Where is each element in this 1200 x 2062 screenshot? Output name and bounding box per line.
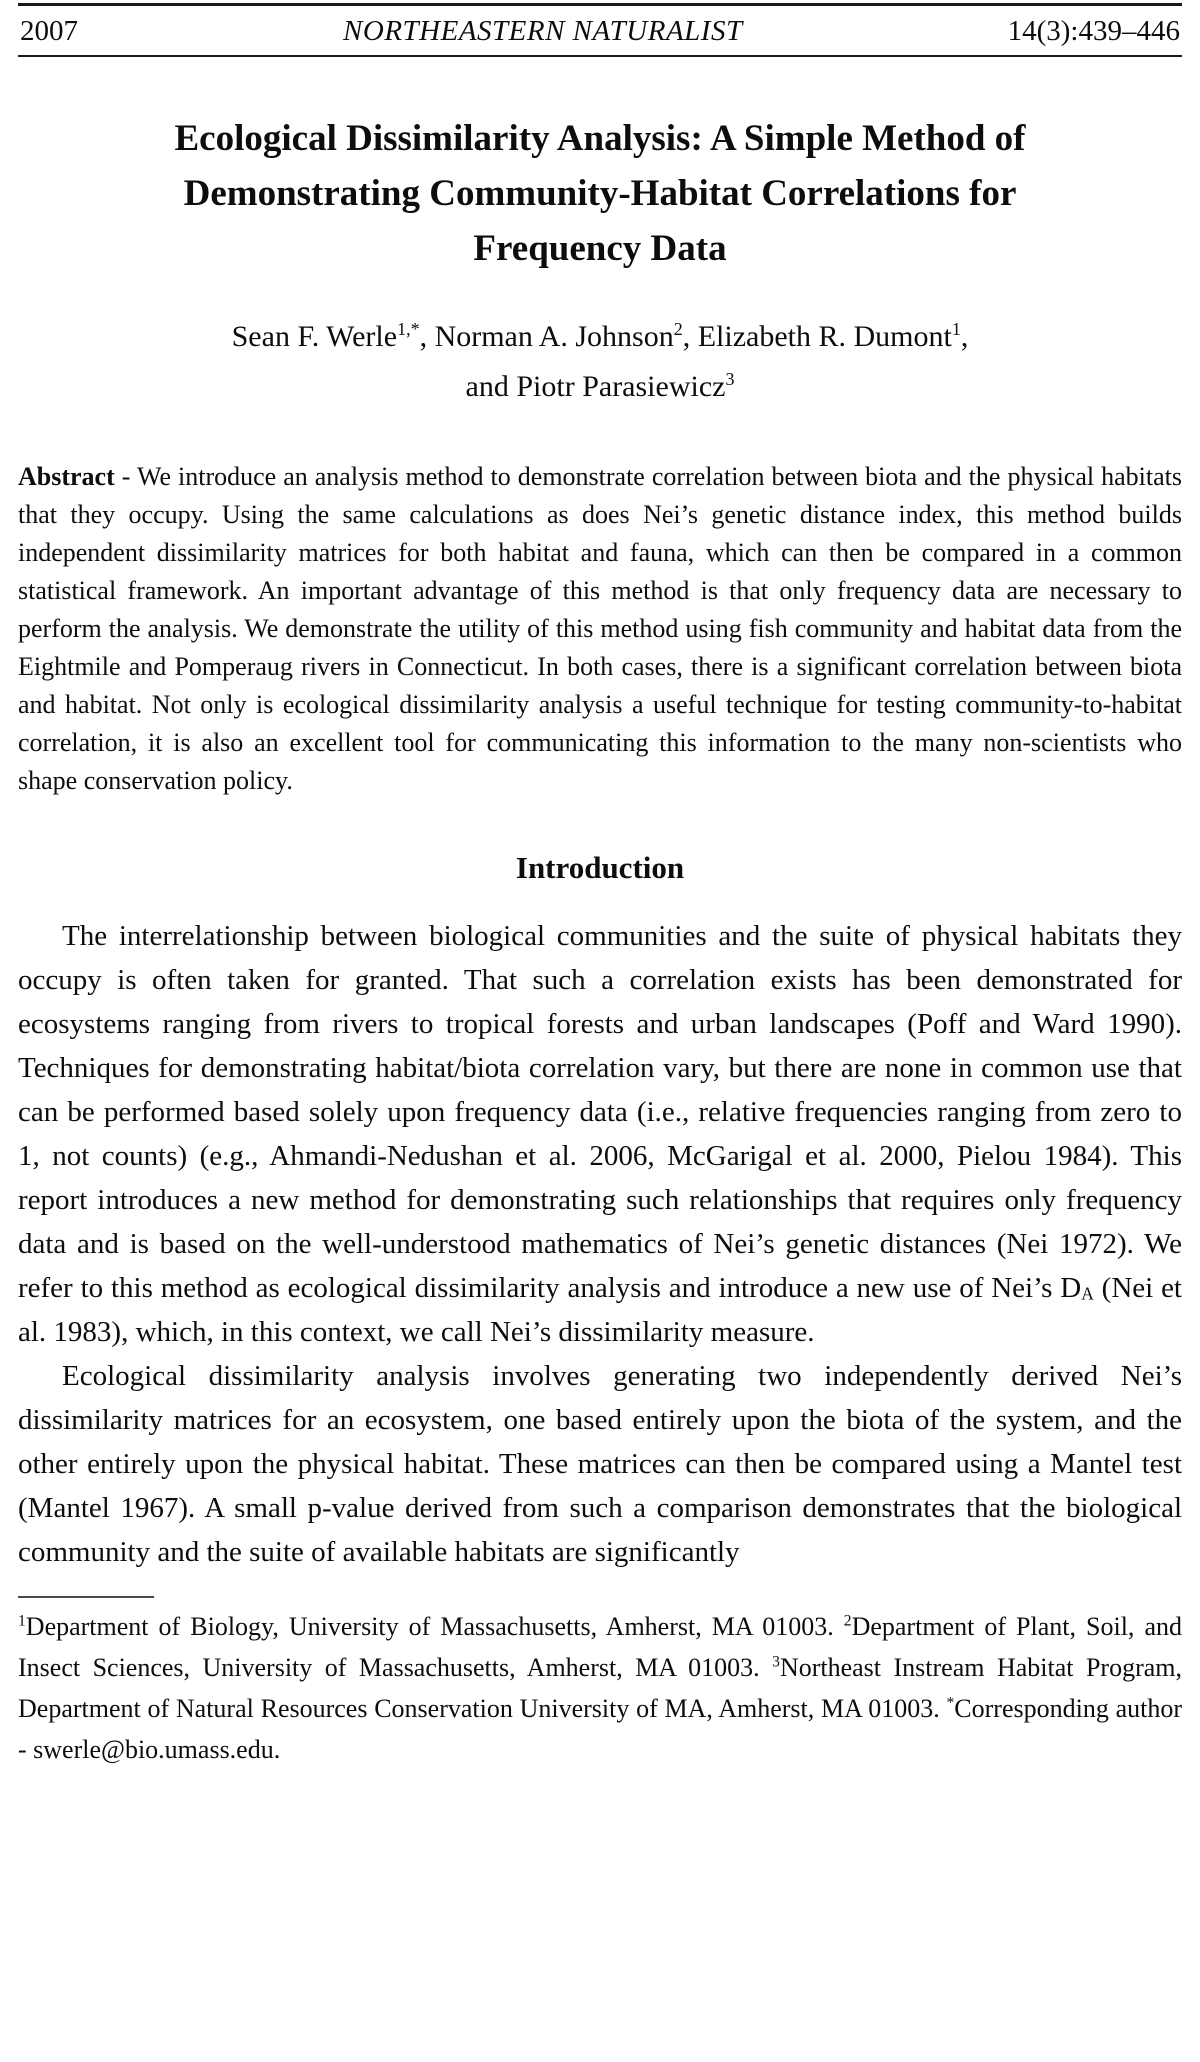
author-name: and Piotr Parasiewicz xyxy=(465,370,726,403)
section-heading-introduction: Introduction xyxy=(515,850,685,885)
footnote-marker: 2 xyxy=(843,1612,852,1630)
author-name: , Elizabeth R. Dumont xyxy=(682,320,952,353)
footnote-text: Corresponding author - swerle@bio.umass.edu. xyxy=(18,1694,1182,1764)
header-rule xyxy=(18,55,1182,57)
author-name: , Norman A. Johnson xyxy=(419,320,674,353)
footnote-marker: * xyxy=(946,1694,955,1712)
footnote-text: Northeast Instream Habitat Program, Department of Natural Resources Conservation University of MA, Amherst, MA 01003. xyxy=(18,1653,1183,1723)
footnote-text: Department of Biology, University of Massachusetts, Amherst, MA 01003. xyxy=(25,1612,844,1641)
footnote-paragraph xyxy=(18,1606,1182,1770)
abstract-paragraph xyxy=(18,458,1182,800)
author-byline xyxy=(18,312,1182,412)
author-row-1 xyxy=(18,312,1182,362)
running-header xyxy=(18,6,1182,55)
paper-page xyxy=(0,3,1200,2062)
article-title-line-3: Frequency Data xyxy=(473,228,727,269)
header-year: 2007 xyxy=(20,15,78,47)
footnote-separator-rule xyxy=(18,1596,154,1598)
author-affiliation-superscript: 2 xyxy=(673,319,683,339)
author-affiliation-superscript: 1 xyxy=(951,319,961,339)
article-title-line-2: Demonstrating Community-Habitat Correlations for xyxy=(183,173,1017,214)
author-separator: , xyxy=(960,320,969,353)
author-affiliation-superscript: 1,* xyxy=(397,319,420,339)
paragraph-text: The interrelationship between biological communities and the suite of physical habitats they occupy is often taken for granted. That such a correlation exists has been demonstrated for ecosystems ranging from rivers to tropical forests and urban landscapes (Poff and Ward 1990). Techniques for demonstrating habitat/biota correlation vary, but there are none in common use that can be performed based solely upon frequency data (i.e., relative frequencies ranging from zero to 1, not counts) (e.g., Ahmandi-Nedushan et al. 2006, McGarigal et al. 2000, Pielou 1984). This report introduces a new method for demonstrating such relationships that requires only frequency data and is based on the well-understood mathematics of Nei’s genetic distances (Nei 1972). We refer to this method as ecological dissimilarity analysis and introduce a new use of Nei’s D xyxy=(18,920,1182,1304)
introduction-paragraph-2: Ecological dissimilarity analysis involves generating two independently derived Nei’s dissimilarity matrices for an ecosystem, one based entirely upon the biota of the system, and the other entirely upon the physical habitat. These matrices can then be compared using a Mantel test (Mantel 1967). A small p-value derived from such a comparison demonstrates that the biological community and the suite of available habitats are significantly xyxy=(18,1360,1182,1568)
introduction-paragraph-1 xyxy=(18,914,1182,1354)
nei-da-subscript: A xyxy=(1081,1283,1094,1304)
footnote-text: Department of Plant, Soil, and Insect Sciences, University of Massachusetts, Amherst, MA 01003. xyxy=(18,1612,1182,1682)
header-citation: 14(3):439–446 xyxy=(1007,15,1180,47)
header-journal-title: NORTHEASTERN NATURALIST xyxy=(343,15,743,47)
footnote-marker: 3 xyxy=(772,1653,780,1671)
article-title xyxy=(18,111,1182,276)
author-affiliation-superscript: 3 xyxy=(725,369,735,389)
author-row-2 xyxy=(18,362,1182,412)
paragraph-text: (Nei et al. 1983), which, in this context, we call Nei’s dissimilarity measure. xyxy=(18,1272,1182,1348)
abstract-text: - We introduce an analysis method to demonstrate correlation between biota and the physical habitats that they occupy. Using the same calculations as does Nei’s genetic distance index, this method builds independent dissimilarity matrices for both habitat and fauna, which can then be compared in a common statistical framework. An important advantage of this method is that only frequency data are necessary to perform the analysis. We demonstrate the utility of this method using fish community and habitat data from the Eightmile and Pomperaug rivers in Connecticut. In both cases, there is a significant correlation between biota and habitat. Not only is ecological dissimilarity analysis a useful technique for testing community-to-habitat correlation, it is also an excellent tool for communicating this information to the many non-scientists who shape conservation policy. xyxy=(18,462,1182,795)
abstract-label: Abstract xyxy=(18,462,115,491)
author-name: Sean F. Werle xyxy=(231,320,398,353)
article-title-line-1: Ecological Dissimilarity Analysis: A Simple Method of xyxy=(174,118,1026,159)
footnote-marker: 1 xyxy=(18,1612,26,1630)
